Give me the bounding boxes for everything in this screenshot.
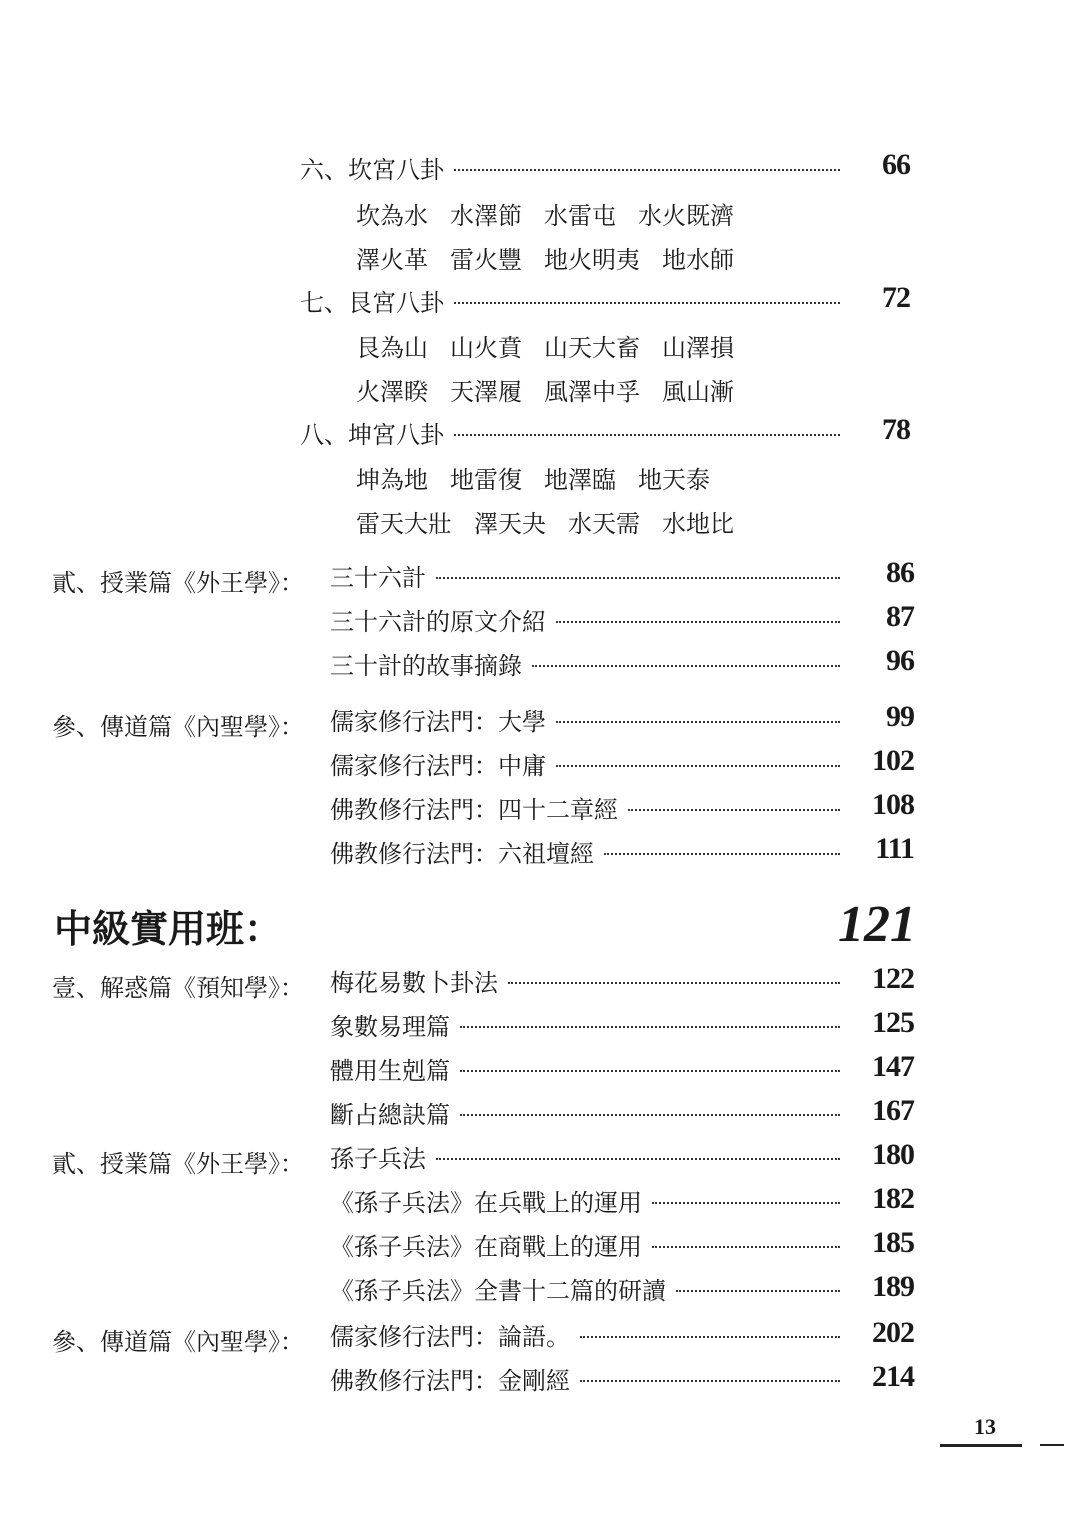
toc-entry[interactable]	[330, 1224, 860, 1264]
toc-entry-label: 儒家修行法門：大學	[330, 707, 546, 736]
hexagram-name: 風澤中孚	[544, 378, 640, 406]
toc-entry[interactable]	[330, 960, 860, 1000]
toc-entry-label: 佛教修行法門：四十二章經	[330, 795, 618, 824]
toc-entry-label: 三十計的故事摘錄	[330, 651, 522, 680]
toc-entry[interactable]	[330, 1048, 860, 1088]
hexagram-name: 火澤睽	[356, 378, 428, 406]
hexagram-name: 雷火豐	[450, 246, 522, 274]
toc-entry-kun[interactable]	[300, 412, 860, 452]
toc-entry-label: 八、坤宮八卦	[300, 420, 444, 449]
toc-entry-label: 六、坎宮八卦	[300, 155, 444, 184]
toc-page-number: 99	[886, 700, 914, 733]
toc-entry-label: 佛教修行法門：六祖壇經	[330, 839, 594, 868]
hexagram-name: 雷天大壯	[356, 510, 452, 538]
hexagram-name: 艮為山	[356, 334, 428, 362]
toc-entry-label: 梅花易數卜卦法	[330, 968, 498, 997]
toc-entry[interactable]	[330, 555, 860, 595]
toc-entry[interactable]	[330, 1268, 860, 1308]
hexagram-name: 水火既濟	[638, 202, 734, 230]
leader-dots	[556, 721, 840, 723]
leader-dots	[580, 1380, 840, 1382]
hexagram-name: 地雷復	[450, 466, 522, 494]
leader-dots	[532, 665, 840, 667]
toc-page-number: 125	[872, 1006, 914, 1039]
leader-dots	[436, 577, 840, 579]
hexagram-name: 水澤節	[450, 202, 522, 230]
hexagram-name: 坎為水	[356, 202, 428, 230]
toc-page-number: 185	[872, 1226, 914, 1259]
toc-entry-kan[interactable]	[300, 147, 860, 187]
toc-page-number: 96	[886, 644, 914, 677]
hexagram-name: 地水師	[662, 246, 734, 274]
hexagram-name: 天澤履	[450, 378, 522, 406]
toc-entry-label: 斷占總訣篇	[330, 1100, 450, 1129]
chapter-heading: 中級實用班：	[54, 907, 283, 951]
chapter-page-number: 121	[838, 896, 916, 953]
toc-entry-label: 三十六計的原文介紹	[330, 607, 546, 636]
toc-page-number: 189	[872, 1270, 914, 1303]
toc-page-number: 66	[882, 148, 910, 181]
section-prefix: 貳、授業篇《外王學》：	[52, 569, 304, 597]
toc-entry-label: 《孫子兵法》全書十二篇的研讀	[330, 1276, 666, 1305]
footer-rule	[1040, 1444, 1064, 1446]
footer-page-number: 13	[974, 1414, 996, 1439]
hexagram-list	[356, 460, 732, 495]
footer-rule	[940, 1444, 1022, 1447]
toc-page-number: 182	[872, 1182, 914, 1215]
toc-page-number: 87	[886, 600, 914, 633]
hexagram-name: 山火賁	[450, 334, 522, 362]
toc-entry-label: 七、艮宮八卦	[300, 288, 444, 317]
hexagram-name: 澤天夬	[474, 510, 546, 538]
section-prefix: 貳、授業篇《外王學》：	[52, 1150, 304, 1178]
hexagram-name: 山澤損	[662, 334, 734, 362]
hexagram-list	[356, 196, 756, 231]
hexagram-list	[356, 240, 756, 275]
toc-page-number: 111	[875, 832, 914, 865]
toc-entry-label: 儒家修行法門：論語。	[330, 1322, 570, 1351]
leader-dots	[556, 621, 840, 623]
toc-entry[interactable]	[330, 643, 860, 683]
hexagram-name: 坤為地	[356, 466, 428, 494]
toc-entry[interactable]	[330, 743, 860, 783]
hexagram-name: 地天泰	[638, 466, 710, 494]
toc-entry-label: 象數易理篇	[330, 1012, 450, 1041]
toc-page-number: 180	[872, 1138, 914, 1171]
toc-page-number: 202	[872, 1316, 914, 1349]
leader-dots	[460, 1114, 840, 1116]
toc-entry-label: 《孫子兵法》在兵戰上的運用	[330, 1188, 642, 1217]
hexagram-list	[356, 372, 756, 407]
toc-page-number: 78	[882, 413, 910, 446]
toc-page-number: 72	[882, 281, 910, 314]
leader-dots	[454, 434, 840, 436]
hexagram-name: 水雷屯	[544, 202, 616, 230]
toc-entry[interactable]	[330, 1004, 860, 1044]
hexagram-list	[356, 328, 756, 363]
toc-entry[interactable]	[330, 831, 860, 871]
toc-page-number: 147	[872, 1050, 914, 1083]
toc-entry-label: 儒家修行法門：中庸	[330, 751, 546, 780]
toc-page-number: 108	[872, 788, 914, 821]
hexagram-name: 地火明夷	[544, 246, 640, 274]
toc-entry-label: 體用生剋篇	[330, 1056, 450, 1085]
hexagram-name: 山天大畜	[544, 334, 640, 362]
toc-entry-label: 三十六計	[330, 563, 426, 592]
toc-entry[interactable]	[330, 1180, 860, 1220]
hexagram-name: 風山漸	[662, 378, 734, 406]
section-prefix: 參、傳道篇《內聖學》：	[52, 1328, 304, 1356]
leader-dots	[436, 1158, 840, 1160]
toc-entry[interactable]	[330, 787, 860, 827]
toc-entry[interactable]	[330, 599, 860, 639]
hexagram-name: 地澤臨	[544, 466, 616, 494]
toc-entry-label: 佛教修行法門：金剛經	[330, 1366, 570, 1395]
hexagram-list	[356, 504, 756, 539]
hexagram-name: 澤火革	[356, 246, 428, 274]
toc-page-number: 86	[886, 556, 914, 589]
leader-dots	[460, 1026, 840, 1028]
toc-entry-gen[interactable]	[300, 280, 860, 320]
leader-dots	[580, 1336, 840, 1338]
leader-dots	[556, 765, 840, 767]
hexagram-name: 水天需	[568, 510, 640, 538]
toc-entry[interactable]	[330, 1136, 860, 1176]
hexagram-name: 水地比	[662, 510, 734, 538]
toc-entry[interactable]	[330, 1314, 860, 1354]
leader-dots	[508, 982, 840, 984]
leader-dots	[460, 1070, 840, 1072]
toc-entry[interactable]	[330, 1358, 860, 1398]
toc-page-number: 122	[872, 962, 914, 995]
toc-page-number: 167	[872, 1094, 914, 1127]
toc-entry-label: 孫子兵法	[330, 1144, 426, 1173]
toc-page-number: 214	[872, 1360, 914, 1393]
leader-dots	[454, 169, 840, 171]
toc-entry[interactable]	[330, 699, 860, 739]
leader-dots	[454, 302, 840, 304]
toc-entry-label: 《孫子兵法》在商戰上的運用	[330, 1232, 642, 1261]
section-prefix: 參、傳道篇《內聖學》：	[52, 713, 304, 741]
toc-entry[interactable]	[330, 1092, 860, 1132]
section-prefix: 壹、解惑篇《預知學》：	[52, 974, 304, 1002]
toc-page-number: 102	[872, 744, 914, 777]
